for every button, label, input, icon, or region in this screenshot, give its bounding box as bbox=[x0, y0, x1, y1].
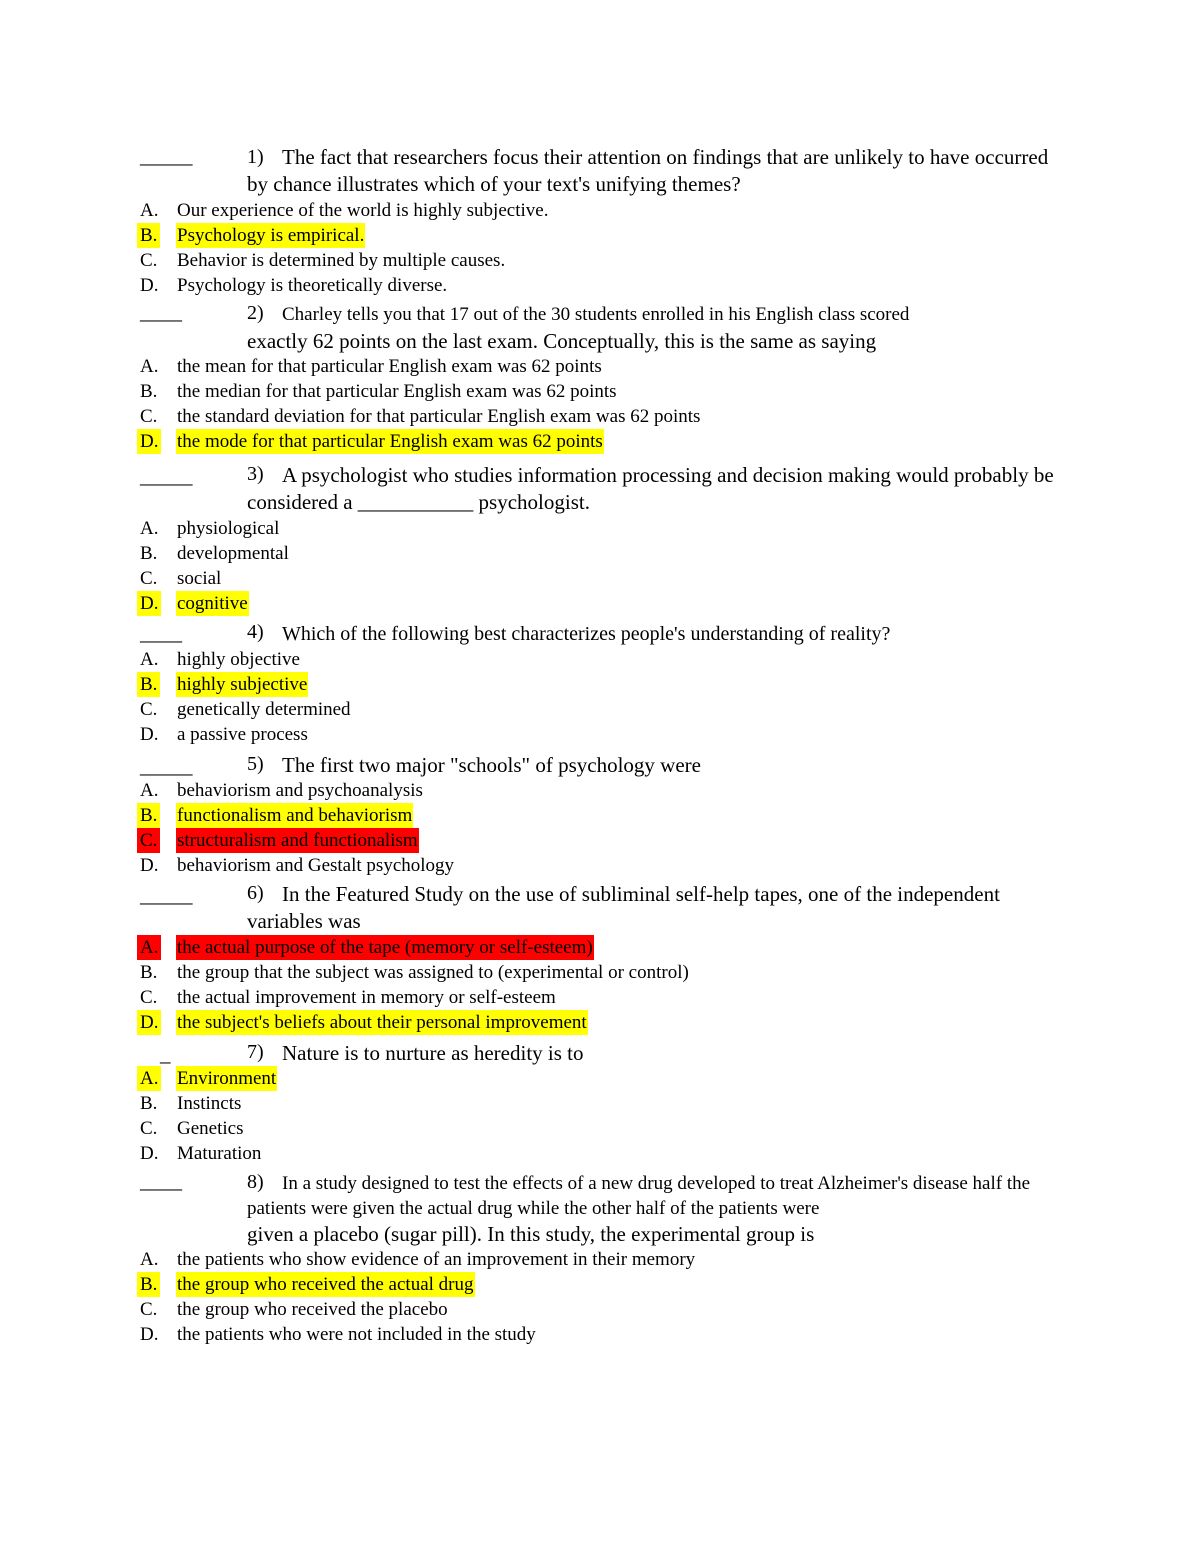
option-letter: D. bbox=[137, 429, 161, 454]
option-2c bbox=[0, 404, 1200, 429]
option-text: the mode for that particular English exam was 62 points bbox=[177, 431, 603, 452]
option-text: the mean for that particular English exam was 62 points bbox=[177, 356, 602, 377]
question-text: The fact that researchers focus their attention on findings that are unlikely to have occurred by chance illustrates which of your text's unifying themes? bbox=[247, 145, 1049, 196]
option-6d bbox=[0, 1010, 1200, 1035]
option-4d bbox=[0, 722, 1200, 747]
option-3a bbox=[0, 516, 1200, 541]
question-text: The first two major "schools" of psychology were bbox=[282, 753, 701, 777]
option-text: the patients who were not included in the study bbox=[177, 1324, 536, 1345]
option-text: the subject's beliefs about their personal improvement bbox=[177, 1012, 587, 1033]
option-text: the group who received the placebo bbox=[177, 1299, 448, 1320]
question-number: 2) bbox=[247, 302, 264, 324]
option-text: social bbox=[177, 568, 222, 589]
option-text: physiological bbox=[177, 518, 280, 539]
question-number: 8) bbox=[247, 1171, 264, 1193]
option-letter: A. bbox=[140, 649, 159, 670]
answer-blank: _____ bbox=[140, 464, 193, 488]
option-letter: D. bbox=[137, 1010, 161, 1035]
option-letter: B. bbox=[137, 672, 160, 697]
option-text: genetically determined bbox=[177, 699, 351, 720]
option-6b bbox=[0, 960, 1200, 985]
option-letter: A. bbox=[140, 518, 159, 539]
question-text-line-1: Charley tells you that 17 out of the 30 students enrolled in his English class scored bbox=[282, 304, 910, 325]
option-letter: D. bbox=[140, 1324, 159, 1345]
option-2b bbox=[0, 379, 1200, 404]
option-text: cognitive bbox=[177, 593, 248, 614]
option-letter: B. bbox=[140, 962, 158, 983]
question-number: 1) bbox=[247, 146, 264, 168]
answer-blank: _____ bbox=[140, 883, 193, 907]
option-3b bbox=[0, 541, 1200, 566]
option-letter: A. bbox=[140, 1249, 159, 1270]
option-text: the patients who show evidence of an improvement in their memory bbox=[177, 1249, 696, 1270]
question-text-line-2: exactly 62 points on the last exam. Conceptually, this is the same as saying bbox=[247, 329, 877, 353]
question-text: Which of the following best characterizes people's understanding of reality? bbox=[282, 623, 891, 645]
option-3c bbox=[0, 566, 1200, 591]
option-letter: C. bbox=[137, 828, 160, 853]
option-text: functionalism and behaviorism bbox=[177, 805, 413, 826]
option-5a bbox=[0, 778, 1200, 803]
option-letter: A. bbox=[140, 200, 159, 221]
question-text: Nature is to nurture as heredity is to bbox=[282, 1041, 584, 1065]
question-text-lines-1-2: In a study designed to test the effects of a new drug developed to treat Alzheimer's disease half the patients were given the actual drug while the other half of the patients were bbox=[247, 1173, 1031, 1219]
option-letter: B. bbox=[137, 803, 160, 828]
option-text: developmental bbox=[177, 543, 289, 564]
option-4a bbox=[0, 647, 1200, 672]
option-letter: B. bbox=[140, 543, 158, 564]
option-text: the median for that particular English exam was 62 points bbox=[177, 381, 617, 402]
answer-blank: ____ bbox=[140, 300, 182, 324]
option-letter: D. bbox=[140, 1143, 159, 1164]
option-letter: C. bbox=[140, 1118, 158, 1139]
option-6a bbox=[0, 935, 1200, 960]
option-8d bbox=[0, 1322, 1200, 1347]
option-7c bbox=[0, 1116, 1200, 1141]
option-text: highly subjective bbox=[177, 674, 308, 695]
option-8c bbox=[0, 1297, 1200, 1322]
question-number: 3) bbox=[247, 463, 264, 485]
option-letter: A. bbox=[137, 935, 161, 960]
option-5b bbox=[0, 803, 1200, 828]
option-letter: D. bbox=[137, 591, 161, 616]
answer-blank: _____ bbox=[140, 144, 193, 168]
option-text: Genetics bbox=[177, 1118, 244, 1139]
answer-blank: ____ bbox=[140, 621, 182, 645]
question-text-line-3: given a placebo (sugar pill). In this study, the experimental group is bbox=[247, 1222, 815, 1246]
answer-blank: _ bbox=[160, 1042, 171, 1066]
question-text: A psychologist who studies information processing and decision making would probably be considered a ___________ psychologist. bbox=[247, 463, 1054, 514]
answer-blank: _____ bbox=[140, 754, 193, 778]
option-1a bbox=[0, 198, 1200, 223]
option-letter: C. bbox=[140, 699, 158, 720]
option-letter: B. bbox=[137, 1272, 160, 1297]
option-text: highly objective bbox=[177, 649, 300, 670]
option-letter: C. bbox=[140, 987, 158, 1008]
question-number: 6) bbox=[247, 882, 264, 904]
question-text: In the Featured Study on the use of subliminal self-help tapes, one of the independent variables was bbox=[247, 882, 1000, 933]
option-letter: A. bbox=[140, 780, 159, 801]
option-text: the actual purpose of the tape (memory or self-esteem) bbox=[177, 937, 593, 958]
option-text: a passive process bbox=[177, 724, 308, 745]
option-letter: D. bbox=[140, 724, 159, 745]
option-text: structuralism and functionalism bbox=[177, 830, 418, 851]
option-5d bbox=[0, 853, 1200, 878]
option-4b bbox=[0, 672, 1200, 697]
question-number: 7) bbox=[247, 1041, 264, 1063]
option-text: Instincts bbox=[177, 1093, 242, 1114]
option-5c bbox=[0, 828, 1200, 853]
option-2d bbox=[0, 429, 1200, 454]
option-1c bbox=[0, 248, 1200, 273]
option-8a bbox=[0, 1247, 1200, 1272]
option-letter: C. bbox=[140, 250, 158, 271]
option-2a bbox=[0, 354, 1200, 379]
option-8b bbox=[0, 1272, 1200, 1297]
option-text: Our experience of the world is highly subjective. bbox=[177, 200, 549, 221]
option-text: the group who received the actual drug bbox=[177, 1274, 474, 1295]
question-number: 4) bbox=[247, 621, 264, 643]
option-letter: C. bbox=[140, 568, 158, 589]
option-letter: C. bbox=[140, 1299, 158, 1320]
option-letter: A. bbox=[140, 356, 159, 377]
option-text: Psychology is theoretically diverse. bbox=[177, 275, 448, 296]
option-letter: C. bbox=[140, 406, 158, 427]
option-letter: A. bbox=[137, 1066, 161, 1091]
option-text: behaviorism and psychoanalysis bbox=[177, 780, 423, 801]
option-letter: B. bbox=[140, 1093, 158, 1114]
option-4c bbox=[0, 697, 1200, 722]
option-text: Psychology is empirical. bbox=[177, 225, 365, 246]
option-letter: B. bbox=[137, 223, 160, 248]
question-number: 5) bbox=[247, 753, 264, 775]
option-text: the actual improvement in memory or self-esteem bbox=[177, 987, 556, 1008]
answer-blank: ____ bbox=[140, 1169, 182, 1193]
option-7a bbox=[0, 1066, 1200, 1091]
option-text: Behavior is determined by multiple causes. bbox=[177, 250, 506, 271]
option-text: the standard deviation for that particular English exam was 62 points bbox=[177, 406, 701, 427]
option-text: the group that the subject was assigned to (experimental or control) bbox=[177, 962, 689, 983]
option-7d bbox=[0, 1141, 1200, 1166]
option-text: behaviorism and Gestalt psychology bbox=[177, 855, 455, 876]
option-6c bbox=[0, 985, 1200, 1010]
option-text: Environment bbox=[177, 1068, 277, 1089]
option-7b bbox=[0, 1091, 1200, 1116]
option-text: Maturation bbox=[177, 1143, 262, 1164]
option-letter: D. bbox=[140, 275, 159, 296]
option-3d bbox=[0, 591, 1200, 616]
option-letter: B. bbox=[140, 381, 158, 402]
option-letter: D. bbox=[140, 855, 159, 876]
option-1b bbox=[0, 223, 1200, 248]
option-1d bbox=[0, 273, 1200, 298]
